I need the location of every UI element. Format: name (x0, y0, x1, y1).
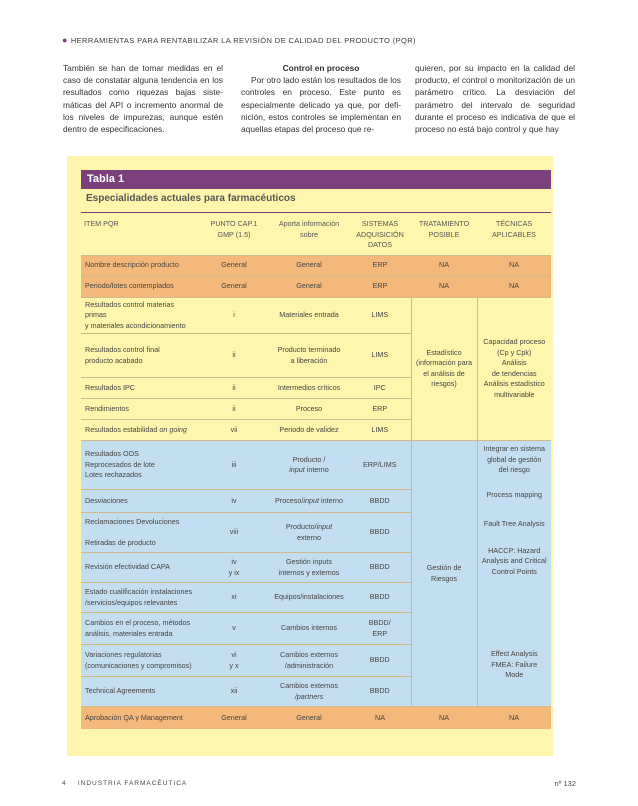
cell-punto: General (199, 276, 269, 297)
cell-punto: xi (199, 583, 269, 613)
cell-punto: ii (199, 378, 269, 399)
cell-sistemas: BBDD (349, 677, 411, 707)
cell-aporta: Gestión inputs internos y externos (269, 553, 349, 583)
cell-aporta: Proceso (269, 399, 349, 420)
cell-tecnicas-estadisticas: Capacidad proceso (Cp y Cpk) Análisis de tendencias Análisis estadístico multivariable (477, 297, 551, 441)
cell-sistemas: BBDD (349, 490, 411, 513)
cell-sistemas: BBDD (349, 583, 411, 613)
cell-aporta: Periodo de validez (269, 420, 349, 441)
cell-item: Variaciones regulatorias (comunicaciones y compromisos) (81, 645, 199, 677)
cell-punto: ii (199, 399, 269, 420)
publication-name: INDUSTRIA FARMACÉUTICA (77, 780, 188, 787)
table-row (81, 707, 551, 729)
intro-column-3 (415, 62, 575, 135)
cell-item: Estado cualificación instalaciones /servicios/equipos relevantes (81, 583, 199, 613)
cell-punto: ii (199, 334, 269, 378)
tecnica-process-mapping: Process mapping (486, 489, 543, 499)
cell-punto: General (199, 255, 269, 276)
cell-punto: General (199, 707, 269, 729)
cell-aporta: General (269, 276, 349, 297)
cell-tecnicas-riesgos (477, 441, 551, 707)
cell-aporta: Proceso/input interno (269, 490, 349, 513)
cell-tecnicas: NA (477, 255, 551, 276)
cell-aporta: Producto/input externo (269, 513, 349, 553)
header-tratamiento: TRATAMIENTO POSIBLE (418, 219, 470, 239)
table-row (81, 441, 551, 490)
intro-col1-text: También se han de tomar medidas en el caso de constatar alguna tendencia en los resultados como riquezas bajas sistemáticas del API o incremento anormal de los niveles de impurezas, aunque estén dentro de especificaciones. (63, 63, 223, 135)
cell-item: Rendimientos (81, 399, 199, 420)
cell-item: Revisión efectividad CAPA (81, 553, 199, 583)
cell-item: Resultados control materias primas y materiales acondicionamiento (81, 297, 199, 334)
cell-item: Cambios en el proceso, métodos análisis, materiales entrada (81, 613, 199, 645)
cell-tratamiento-riesgos: Gestión de Riesgos (411, 441, 477, 707)
tecnica-haccp: HACCP: Hazard Analysis and Critical Control Points (481, 545, 547, 576)
intro-column-1 (63, 62, 223, 135)
cell-aporta: General (269, 255, 349, 276)
cell-aporta: Producto / input interno (269, 441, 349, 490)
table-subtitle: Especialidades actuales para farmacéuticos (86, 193, 296, 204)
table-row (81, 255, 551, 276)
cell-tratamiento-estadistico: Estadístico (información para el análisis de riesgos) (411, 297, 477, 441)
cell-punto: iv (199, 490, 269, 513)
cell-aporta: Producto terminado a liberación (269, 334, 349, 378)
cell-item: Resultados IPC (81, 378, 199, 399)
cell-sistemas: NA (349, 707, 411, 729)
cell-punto: vii (199, 420, 269, 441)
cell-punto: i (199, 297, 269, 334)
table-title: Tabla 1 (81, 170, 551, 189)
cell-punto: xii (199, 677, 269, 707)
cell-punto: v (199, 613, 269, 645)
cell-item: Technical Agreements (81, 677, 199, 707)
cell-tecnicas: NA (477, 276, 551, 297)
section-heading: Control en proceso (282, 63, 360, 73)
cell-aporta: Intermedios críticos (269, 378, 349, 399)
cell-item: Desviaciones (81, 490, 199, 513)
cell-sistemas: BBDD/ ERP (349, 613, 411, 645)
cell-sistemas: IPC (349, 378, 411, 399)
cell-tratamiento: NA (411, 707, 477, 729)
intro-columns (63, 62, 575, 152)
tecnica-integrar: Integrar en sistema global de gestión del riesgo (483, 444, 546, 474)
cell-sistemas: BBDD (349, 553, 411, 583)
cell-tratamiento: NA (411, 276, 477, 297)
header-punto: PUNTO CAP.1 GMP (1.5) (210, 219, 258, 239)
cell-item: Resultados estabilidad on going (81, 420, 199, 441)
cell-aporta: Materiales entrada (269, 297, 349, 334)
cell-item: Reclamaciones Devoluciones Retiradas de producto (81, 513, 199, 553)
cell-item: Resultados OOS Reprocesados de lote Lotes rechazados (81, 441, 199, 490)
pqr-table (81, 215, 551, 729)
cell-sistemas: LIMS (349, 297, 411, 334)
cell-aporta: Cambios externos /partners (269, 677, 349, 707)
page-number: 4 (62, 780, 67, 787)
cell-item: Periodo/lotes contemplados (81, 276, 199, 297)
table-header-row (81, 215, 551, 255)
cell-sistemas: LIMS (349, 334, 411, 378)
cell-item: Aprobación QA y Management (81, 707, 199, 729)
intro-column-2 (241, 62, 401, 135)
running-header (62, 35, 416, 45)
intro-col3-text: quieren, por su impacto en la calidad del producto, el control o monitorización de un parámetro crítico. La desviación del parámetro del intervalo de seguridad durante el proceso es indicativa de que el proceso no está bajo control y que hay (415, 63, 575, 135)
header-bullet: ● (62, 35, 68, 45)
cell-sistemas: ERP/LIMS (349, 441, 411, 490)
header-sistemas: SISTEMAS ADQUISICIÓN DATOS (356, 219, 404, 249)
cell-punto: vi y x (199, 645, 269, 677)
cell-punto: iv y ix (199, 553, 269, 583)
cell-punto: iii (199, 441, 269, 490)
header-tecnicas: TÉCNICAS APLICABLES (492, 219, 536, 239)
cell-sistemas: ERP (349, 255, 411, 276)
tecnica-fmea: Effect Analysis FMEA: Failure Mode (490, 649, 538, 679)
cell-sistemas: ERP (349, 276, 411, 297)
cell-tecnicas: NA (477, 707, 551, 729)
cell-sistemas: BBDD (349, 645, 411, 677)
cell-sistemas: BBDD (349, 513, 411, 553)
issue-number: nº 132 (554, 779, 576, 788)
cell-sistemas: LIMS (349, 420, 411, 441)
header-item: ITEM PQR (84, 219, 119, 228)
cell-tratamiento: NA (411, 255, 477, 276)
cell-punto: viii (199, 513, 269, 553)
header-title: HERRAMIENTAS PARA RENTABILIZAR LA REVISIÓN DE CALIDAD DEL PRODUCTO (PQR) (70, 36, 416, 45)
tecnica-fta: Fault Tree Analysis (483, 519, 545, 528)
page-footer (62, 780, 187, 787)
cell-sistemas: ERP (349, 399, 411, 420)
cell-item: Nombre descripción producto (81, 255, 199, 276)
table-rule (81, 212, 551, 213)
table-row (81, 297, 551, 334)
cell-item: Resultados control final producto acabado (81, 334, 199, 378)
header-aporta: Aporta información sobre (278, 219, 340, 239)
cell-aporta: Cambios internos (269, 613, 349, 645)
cell-aporta: Cambios externos /administración (269, 645, 349, 677)
table-row (81, 276, 551, 297)
intro-col2-text: Por otro lado están los resultados de los controles en proceso. Este punto es especialmente delicado ya que, por definición, estos controles se implementan en aquellas etapas del proceso que re- (241, 75, 401, 135)
cell-aporta: Equipos/instalaciones (269, 583, 349, 613)
cell-aporta: General (269, 707, 349, 729)
